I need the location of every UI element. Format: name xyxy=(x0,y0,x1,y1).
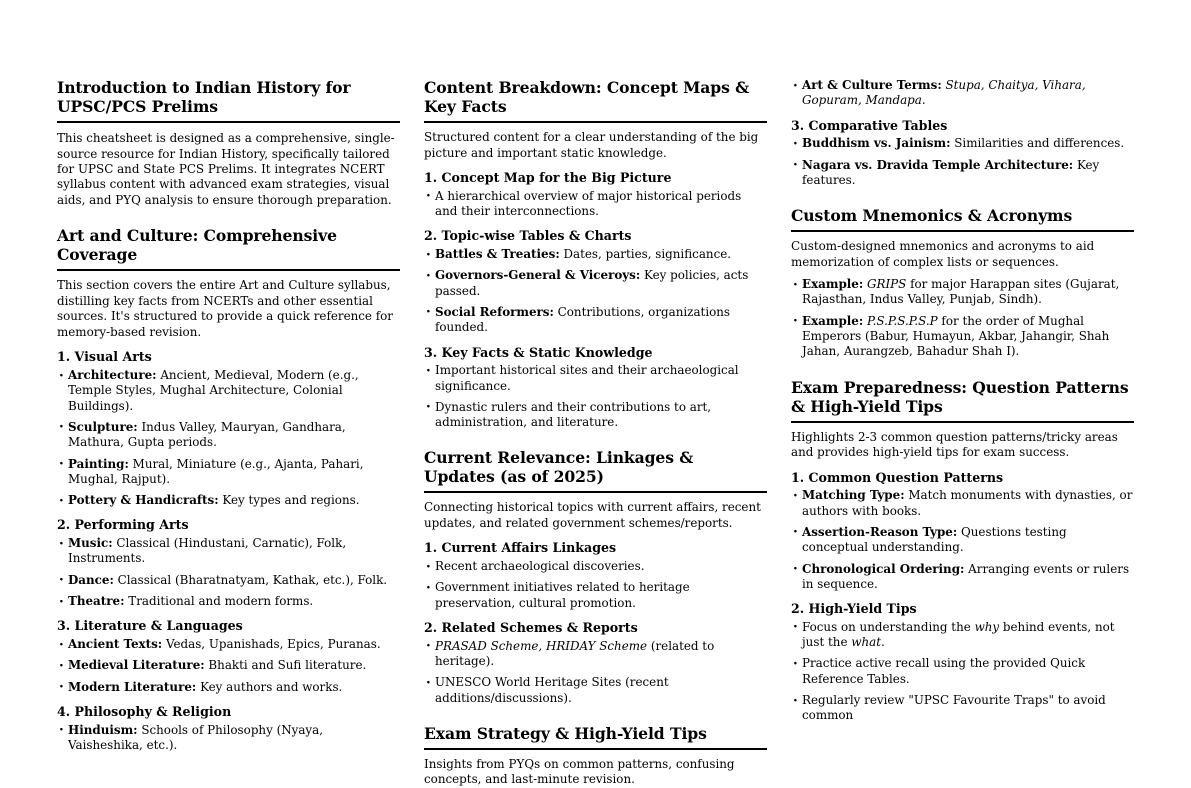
list-item-label: Chronological Ordering: xyxy=(802,561,965,576)
list-item-text: Bhakti and Sufi literature. xyxy=(204,658,367,673)
section-heading-exam-strategy: Exam Strategy & High-Yield Tips xyxy=(424,724,767,750)
list-item-label: Battles & Treaties: xyxy=(435,247,560,262)
list-item xyxy=(791,693,1134,724)
list-item-italic: what xyxy=(851,635,881,650)
list-item xyxy=(57,368,400,414)
list-item xyxy=(57,594,400,609)
list-item-label: Assertion-Reason Type: xyxy=(802,524,958,539)
list-item-label: Matching Type: xyxy=(802,488,905,503)
list-item-text: Arranging events or rulers in sequence. xyxy=(802,561,1130,591)
section-lead-custom-mnemonics: Custom-designed mnemonics and acronyms to aid memorization of complex lists or sequences. xyxy=(791,239,1095,269)
list-item-label: Music: xyxy=(68,536,113,551)
list-item-label: Sculpture: xyxy=(68,419,138,434)
list-item-text: UNESCO World Heritage Sites (recent additions/discussions). xyxy=(435,675,669,705)
subheading-key-facts: 3. Key Facts & Static Knowledge xyxy=(424,344,653,360)
list-item-text: Match monuments with dynasties, or authors with books. xyxy=(802,488,1133,518)
list-item xyxy=(424,363,767,394)
list-item-label: Theatre: xyxy=(68,594,125,609)
list-item xyxy=(791,620,1134,651)
list-item-italic: Stupa, Chaitya, Vihara, Gopuram, Mandapa. xyxy=(802,78,1086,108)
list-item-label: Modern Literature: xyxy=(68,679,197,694)
list-item xyxy=(57,457,400,488)
section-heading-content-breakdown: Content Breakdown: Concept Maps & Key Facts xyxy=(424,78,767,123)
list-mnemonic-examples xyxy=(791,277,1134,359)
list-item xyxy=(791,158,1134,189)
list-item-text: Government initiatives related to heritage preservation, cultural promotion. xyxy=(435,580,690,610)
list-item-text: behind events, not just the xyxy=(802,619,1115,650)
list-item-label: Art & Culture Terms: xyxy=(802,78,942,92)
list-item-text: Regularly review "UPSC Favourite Traps" to avoid common xyxy=(802,693,1106,723)
section-lead-art-and-culture: This section covers the entire Art and Culture syllabus, distilling key facts from NCERTs and other essential sources. It's structured to provide a quick reference for memory-based revision. xyxy=(57,278,393,339)
list-current-affairs-linkages xyxy=(424,559,767,611)
list-philosophy-religion xyxy=(57,723,400,754)
three-column-layout xyxy=(57,78,1134,787)
subheading-concept-map: 1. Concept Map for the Big Picture xyxy=(424,169,672,185)
list-item xyxy=(791,525,1134,556)
list-item-label: Ancient Texts: xyxy=(68,637,163,652)
section-heading-exam-preparedness: Exam Preparedness: Question Patterns & High-Yield Tips xyxy=(791,378,1134,423)
list-item-text: Key types and regions. xyxy=(218,493,360,508)
list-item xyxy=(424,580,767,611)
list-item-label: Nagara vs. Dravida Temple Architecture: xyxy=(802,157,1074,172)
list-item-text: (related to heritage). xyxy=(435,638,715,669)
list-item-text: Important historical sites and their archaeological significance. xyxy=(435,363,739,393)
list-item xyxy=(57,637,400,652)
list-visual-arts xyxy=(57,368,400,508)
list-item-label: Example: xyxy=(802,313,864,328)
section-heading-art-and-culture: Art and Culture: Comprehensive Coverage xyxy=(57,226,400,271)
list-item-text: A hierarchical overview of major historical periods and their interconnections. xyxy=(435,188,742,218)
page-title: Introduction to Indian History for UPSC/PCS Prelims xyxy=(57,78,400,123)
list-item-text: Vedas, Upanishads, Epics, Puranas. xyxy=(162,637,381,652)
list-item-text: Traditional and modern forms. xyxy=(124,594,314,609)
list-item xyxy=(791,488,1134,519)
section-lead-exam-preparedness: Highlights 2-3 common question patterns/tricky areas and provides high-yield tips for exam success. xyxy=(791,429,1118,460)
list-item-text: Schools of Philosophy (Nyaya, Vaisheshika, etc.). xyxy=(68,722,324,752)
subheading-high-yield-tips: 2. High-Yield Tips xyxy=(791,601,917,617)
list-item-text: Recent archaeological discoveries. xyxy=(435,559,645,574)
subheading-visual-arts: 1. Visual Arts xyxy=(57,349,152,365)
list-item xyxy=(791,656,1134,687)
list-item-text: Key features. xyxy=(802,157,1100,187)
list-item xyxy=(424,400,767,431)
list-item-text: for the order of Mughal Emperors (Babur, Humayun, Akbar, Jahangir, Shah Jahan, Aurangzeb, Bahadur Shah I). xyxy=(802,313,1110,359)
list-item xyxy=(424,559,767,574)
list-item-label: Architecture: xyxy=(68,368,157,383)
list-common-question-patterns xyxy=(791,488,1134,592)
subheading-topicwise-tables: 2. Topic-wise Tables & Charts xyxy=(424,228,632,244)
list-art-culture-terms xyxy=(791,78,1134,109)
section-lead-exam-strategy: Insights from PYQs on common patterns, confusing concepts, and last-minute revision. xyxy=(424,756,735,787)
list-performing-arts xyxy=(57,536,400,609)
section-lead-current-relevance: Connecting historical topics with current affairs, recent updates, and related government schemes/reports. xyxy=(424,500,761,530)
section-lead-content-breakdown: Structured content for a clear understanding of the big picture and important static knowledge. xyxy=(424,130,759,160)
list-concept-map xyxy=(424,189,767,220)
list-comparative-tables xyxy=(791,136,1134,188)
list-item xyxy=(57,536,400,567)
subheading-comparative-tables: 3. Comparative Tables xyxy=(791,117,948,133)
list-item xyxy=(57,573,400,588)
list-item-italic: why xyxy=(974,619,1000,634)
list-item-text: for major Harappan sites (Gujarat, Rajasthan, Indus Valley, Punjab, Sindh). xyxy=(802,277,1120,307)
list-topicwise-tables xyxy=(424,247,767,335)
list-item-label: Pottery & Handicrafts: xyxy=(68,493,219,508)
list-item-text: Indus Valley, Mauryan, Gandhara, Mathura, Gupta periods. xyxy=(68,419,346,450)
subheading-philosophy-religion: 4. Philosophy & Religion xyxy=(57,703,232,719)
list-item-label: Hinduism: xyxy=(68,722,138,737)
list-item xyxy=(791,314,1134,360)
subheading-literature-languages: 3. Literature & Languages xyxy=(57,618,243,634)
column-3 xyxy=(791,78,1134,723)
list-literature-languages xyxy=(57,637,400,695)
column-2 xyxy=(424,78,767,787)
subheading-performing-arts: 2. Performing Arts xyxy=(57,517,189,533)
list-item xyxy=(791,136,1134,151)
list-item-text: Focus on understanding the xyxy=(802,619,975,634)
list-item xyxy=(424,675,767,706)
list-item-label: Buddhism vs. Jainism: xyxy=(802,136,951,151)
subheading-related-schemes: 2. Related Schemes & Reports xyxy=(424,620,638,636)
list-item xyxy=(57,420,400,451)
intro-paragraph: This cheatsheet is designed as a comprehensive, single-source resource for Indian History, specifically tailored for UPSC and State PCS Prelims. It integrates NCERT syllabus content with advanced exam strategies, visual aids, and PYQ analysis to ensure thorough preparation. xyxy=(57,131,395,207)
list-item-text: . xyxy=(880,635,885,650)
list-high-yield-tips xyxy=(791,620,1134,724)
list-item xyxy=(57,680,400,695)
list-related-schemes xyxy=(424,639,767,706)
list-item-text: Key policies, acts passed. xyxy=(435,268,749,298)
list-item xyxy=(791,562,1134,593)
section-heading-current-relevance: Current Relevance: Linkages & Updates (as of 2025) xyxy=(424,448,767,493)
list-item-italic: GRIPS xyxy=(863,277,907,292)
list-item-text: Questions testing conceptual understanding. xyxy=(802,524,1067,555)
list-item xyxy=(791,78,1134,109)
list-item-label: Social Reformers: xyxy=(435,304,554,319)
list-item xyxy=(424,247,767,262)
list-item-text: Mural, Miniature (e.g., Ajanta, Pahari, Mughal, Rajput). xyxy=(68,456,364,486)
list-item-label: Governors-General & Viceroys: xyxy=(435,268,641,283)
list-item-label: Medieval Literature: xyxy=(68,658,205,673)
list-item-label: Example: xyxy=(802,277,864,292)
list-item-text: Practice active recall using the provided Quick Reference Tables. xyxy=(802,656,1086,686)
list-item-text: Classical (Hindustani, Carnatic), Folk, Instruments. xyxy=(68,536,347,566)
list-item-text: Dates, parties, significance. xyxy=(559,247,732,262)
list-item-text: Contributions, organizations founded. xyxy=(435,304,731,335)
list-item xyxy=(424,639,767,670)
list-item-text: Ancient, Medieval, Modern (e.g., Temple Styles, Mughal Architecture, Colonial Buildings). xyxy=(68,368,359,413)
list-item-text: Classical (Bharatnatyam, Kathak, etc.), Folk. xyxy=(113,572,388,587)
list-item xyxy=(57,493,400,508)
list-item-italic: P.S.P.S.P.S.P xyxy=(863,313,938,328)
list-item xyxy=(424,268,767,299)
list-item xyxy=(424,189,767,220)
list-item-label: Dance: xyxy=(68,572,114,587)
list-key-facts xyxy=(424,363,767,430)
list-item xyxy=(57,723,400,754)
column-1 xyxy=(57,78,400,752)
subheading-common-question-patterns: 1. Common Question Patterns xyxy=(791,469,1004,485)
list-item-italic: PRASAD Scheme, HRIDAY Scheme xyxy=(435,638,648,653)
list-item xyxy=(57,658,400,673)
list-item-label: Painting: xyxy=(68,456,129,471)
list-item-text: Key authors and works. xyxy=(196,679,343,694)
list-item-text: Similarities and differences. xyxy=(950,136,1125,151)
list-item xyxy=(424,305,767,336)
subheading-current-affairs-linkages: 1. Current Affairs Linkages xyxy=(424,540,617,556)
section-heading-custom-mnemonics: Custom Mnemonics & Acronyms xyxy=(791,206,1134,232)
list-item xyxy=(791,277,1134,308)
list-item-text: Dynastic rulers and their contributions to art, administration, and literature. xyxy=(435,399,712,430)
